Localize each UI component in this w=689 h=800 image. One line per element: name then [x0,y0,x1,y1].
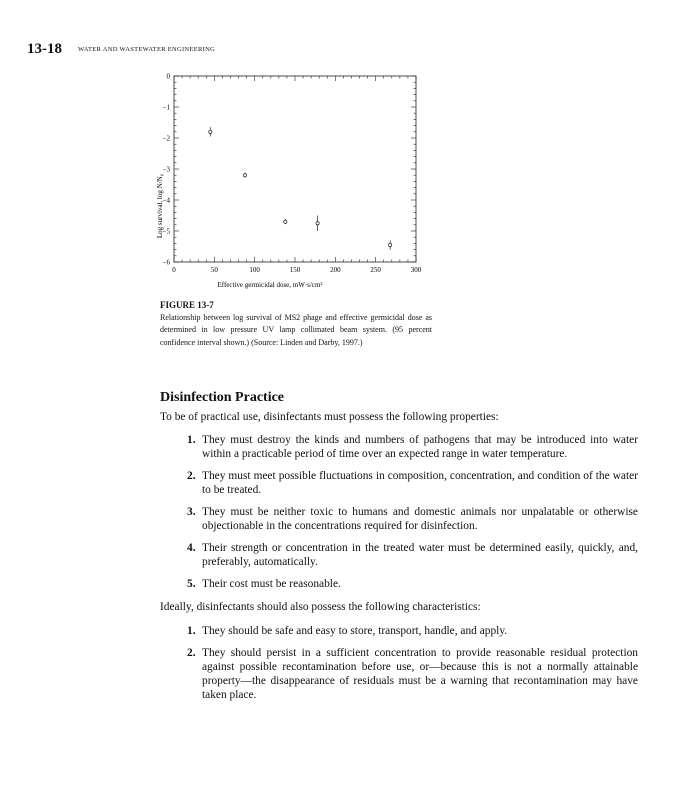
list-text: Their strength or concentration in the treated water must be determined easily, quickly, and, preferably, automatically. [202,542,638,568]
list-item [187,469,638,497]
list-item [187,433,638,461]
plot-frame [174,76,416,262]
x-tick-label: 0 [172,266,176,274]
figure-label: FIGURE 13-7 [160,300,214,310]
data-point [284,220,287,223]
x-tick-label: 100 [249,266,260,274]
list-number: 2. [187,470,196,482]
y-tick-label: −6 [162,258,170,267]
x-tick-label: 250 [370,266,381,274]
list-item [187,541,638,569]
x-tick-label: 150 [289,266,301,274]
figure-caption-text: Relationship between log survival of MS2 phage and effective germicidal dose as determined in low pressure UV lamp collimated beam system. (95 percent confidence interval shown.) (Source: Linden and Darby, 1997.) [160,312,432,347]
list-item [187,577,638,591]
list-item [187,624,638,638]
data-point [209,130,212,133]
x-axis-label: Effective germicidal dose, mW·s/cm² [217,281,323,289]
section-heading: Disinfection Practice [160,390,285,405]
characteristics-intro: Ideally, disinfectants should also possess the following characteristics: [160,601,481,613]
list-number: 1. [187,625,196,637]
page-number: 13-18 [27,41,62,57]
y-axis-label: Log survival, log N/N₀ [156,173,164,239]
y-tick-label: −1 [162,103,170,112]
list-item [187,505,638,533]
list-number: 5. [187,578,196,590]
running-title: WATER AND WASTEWATER ENGINEERING [78,46,216,53]
data-point [389,243,392,246]
list-text: They must meet possible fluctuations in composition, concentration, and condition of the water to be treated. [202,470,638,496]
characteristics-list [160,624,638,702]
section-intro: To be of practical use, disinfectants must possess the following properties: [160,411,499,423]
figure-caption [160,299,432,349]
list-number: 4. [187,542,196,554]
list-text: They should be safe and easy to store, transport, handle, and apply. [202,625,508,637]
list-text: They should persist in a sufficient concentration to provide reasonable residual protection against possible recontamination before use, or—because this is not a normally attainable property—the disappearance of residuals must be a warning that recontamination may have taken place. [202,647,638,701]
data-point [316,222,319,225]
y-tick-label: −5 [162,227,170,236]
list-text: They must destroy the kinds and numbers of pathogens that may be introduced into water within a practicable period of time over an expected range in water temperature. [202,434,638,460]
list-number: 2. [187,647,196,659]
list-number: 1. [187,434,196,446]
figure-chart [150,66,440,292]
list-text: Their cost must be reasonable. [202,578,341,590]
data-point [243,174,246,177]
y-tick-label: −3 [162,165,170,174]
disinfection-section [160,390,638,710]
y-tick-label: −2 [162,134,170,143]
x-tick-label: 300 [410,266,422,274]
properties-list [160,433,638,591]
x-tick-label: 200 [330,266,341,274]
y-tick-label: −4 [162,196,170,205]
y-tick-label: 0 [166,72,170,81]
list-item [187,646,638,702]
x-tick-label: 50 [210,266,218,274]
list-text: They must be neither toxic to humans and domestic animals nor unpalatable or otherwise objectionable in the concentrations required for disinfection. [202,506,638,532]
list-number: 3. [187,506,196,518]
running-head [27,40,215,58]
